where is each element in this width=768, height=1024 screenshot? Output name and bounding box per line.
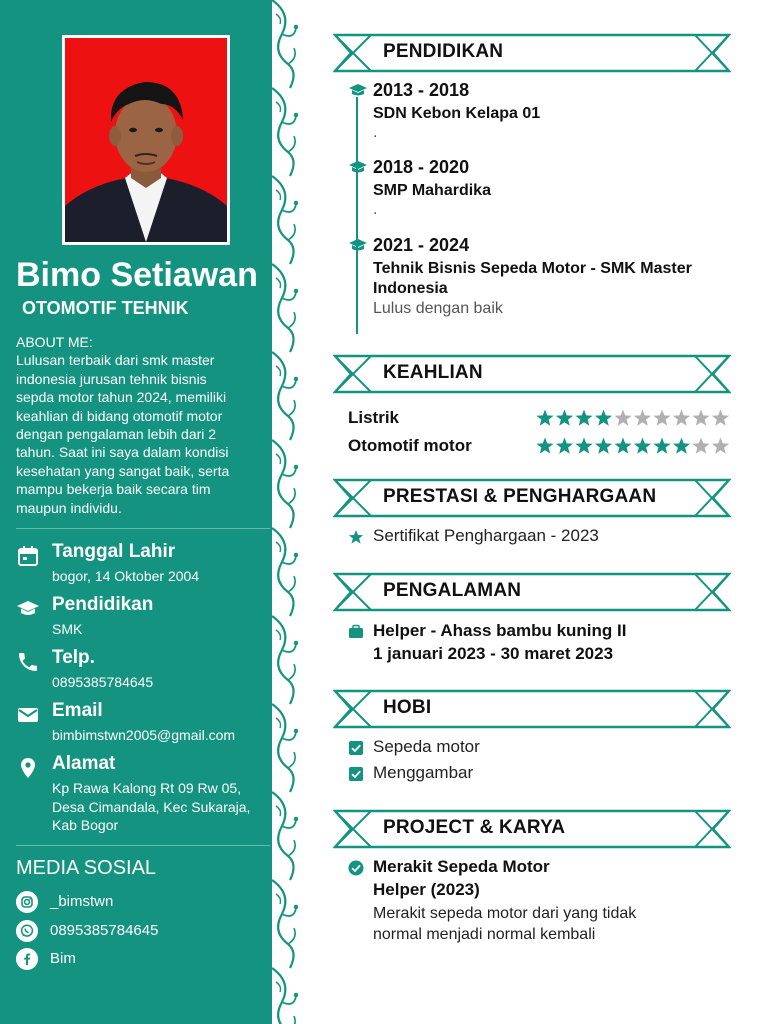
star-filled-icon bbox=[575, 438, 592, 454]
social-label: _bimstwn bbox=[50, 893, 114, 910]
education-note: . bbox=[373, 201, 378, 218]
about-title: ABOUT ME: bbox=[16, 334, 93, 350]
profile-photo-frame bbox=[62, 35, 230, 245]
star-filled-icon bbox=[614, 438, 631, 454]
star-filled-icon bbox=[556, 438, 573, 454]
phone-icon bbox=[16, 650, 40, 674]
skill-name: Listrik bbox=[348, 408, 400, 427]
star-empty-icon bbox=[634, 410, 651, 426]
star-filled-icon bbox=[556, 410, 573, 426]
check-circle-icon bbox=[348, 860, 364, 876]
skill-row bbox=[348, 436, 732, 458]
profile-role: OTOMOTIF TEHNIK bbox=[22, 298, 189, 318]
education-years: 2013 - 2018 bbox=[373, 80, 470, 100]
contact-label: Telp. bbox=[52, 647, 95, 668]
social-label: 0895385784645 bbox=[50, 922, 159, 939]
location-pin-icon bbox=[16, 756, 40, 780]
star-empty-icon bbox=[692, 410, 709, 426]
graduation-cap-icon bbox=[348, 160, 368, 176]
media-social-title: MEDIA SOSIAL bbox=[16, 857, 157, 879]
education-item bbox=[348, 157, 728, 223]
section-header-skills bbox=[333, 354, 731, 394]
section-header-awards bbox=[333, 478, 731, 518]
sidebar-divider bbox=[16, 845, 270, 846]
education-note: Lulus dengan baik bbox=[373, 300, 503, 317]
section-title: PRESTASI & PENGHARGAAN bbox=[383, 486, 657, 507]
briefcase-icon bbox=[348, 624, 364, 640]
instagram-icon bbox=[16, 891, 38, 913]
experience-title: Helper - Ahass bambu kuning II bbox=[373, 621, 627, 640]
social-whatsapp[interactable] bbox=[16, 920, 256, 942]
star-empty-icon bbox=[712, 410, 729, 426]
contact-label: Tanggal Lahir bbox=[52, 541, 176, 562]
project-description: Merakit sepeda motor dari yang tidak normal menjadi normal kembali bbox=[373, 905, 637, 943]
section-header-projects bbox=[333, 809, 731, 849]
social-instagram[interactable] bbox=[16, 891, 256, 913]
sidebar-divider bbox=[16, 528, 270, 529]
contact-label: Alamat bbox=[52, 753, 116, 774]
section-title: KEAHLIAN bbox=[383, 362, 483, 383]
star-empty-icon bbox=[653, 410, 670, 426]
calendar-icon bbox=[16, 544, 40, 568]
section-header-hobbies bbox=[333, 689, 731, 729]
experience-item bbox=[348, 621, 732, 667]
star-empty-icon bbox=[712, 438, 729, 454]
contact-value: bogor, 14 Oktober 2004 bbox=[52, 568, 200, 584]
profile-name: Bimo Setiawan bbox=[16, 256, 258, 294]
section-title: PENGALAMAN bbox=[383, 580, 522, 601]
about-section bbox=[16, 333, 272, 517]
education-years: 2018 - 2020 bbox=[373, 157, 470, 177]
mail-icon bbox=[16, 703, 40, 727]
hobby-item bbox=[348, 737, 732, 759]
hobby-text: Sepeda motor bbox=[373, 737, 480, 756]
star-filled-icon bbox=[536, 438, 553, 454]
section-title: HOBI bbox=[383, 697, 432, 718]
checkbox-icon bbox=[348, 740, 364, 756]
skill-name: Otomotif motor bbox=[348, 436, 472, 455]
hobby-text: Menggambar bbox=[373, 763, 474, 782]
sidebar bbox=[0, 0, 272, 1024]
social-facebook[interactable] bbox=[16, 948, 256, 970]
award-text: Sertifikat Penghargaan - 2023 bbox=[373, 526, 599, 545]
award-item bbox=[348, 526, 732, 548]
graduation-cap-icon bbox=[348, 83, 368, 99]
graduation-cap-icon bbox=[16, 597, 40, 621]
project-item bbox=[348, 857, 732, 947]
section-title: PROJECT & KARYA bbox=[383, 817, 566, 838]
education-note: . bbox=[373, 124, 378, 141]
experience-period: 1 januari 2023 - 30 maret 2023 bbox=[373, 644, 614, 663]
star-filled-icon bbox=[536, 410, 553, 426]
contact-value: SMK bbox=[52, 621, 83, 637]
social-label: Bim bbox=[50, 950, 76, 967]
education-school: SMP Mahardika bbox=[373, 182, 491, 199]
star-empty-icon bbox=[614, 410, 631, 426]
skill-row bbox=[348, 408, 732, 430]
hobby-item bbox=[348, 763, 732, 785]
star-filled-icon bbox=[575, 410, 592, 426]
star-filled-icon bbox=[653, 438, 670, 454]
decorative-border bbox=[268, 0, 302, 1024]
education-item bbox=[348, 80, 728, 146]
project-subtitle: Helper (2023) bbox=[373, 880, 480, 899]
project-title: Merakit Sepeda Motor bbox=[373, 857, 550, 876]
star-filled-icon bbox=[673, 438, 690, 454]
section-header-education bbox=[333, 33, 731, 73]
whatsapp-icon bbox=[16, 920, 38, 942]
education-school: SDN Kebon Kelapa 01 bbox=[373, 105, 541, 122]
star-empty-icon bbox=[692, 438, 709, 454]
checkbox-icon bbox=[348, 766, 364, 782]
star-empty-icon bbox=[673, 410, 690, 426]
facebook-icon bbox=[16, 948, 38, 970]
education-school: Tehnik Bisnis Sepeda Motor - SMK Master Indonesia bbox=[373, 260, 692, 297]
star-icon bbox=[348, 529, 364, 545]
star-filled-icon bbox=[634, 438, 651, 454]
contact-value: Kp Rawa Kalong Rt 09 Rw 05, Desa Cimandala, Kec Sukaraja, Kab Bogor bbox=[52, 780, 251, 833]
section-title: PENDIDIKAN bbox=[383, 41, 504, 62]
about-text: Lulusan terbaik dari smk master indonesia jurusan tehnik bisnis sepda motor tahun 2024, memiliki keahlian di bidang otomotif motor dengan pengalaman lebih dari 2 tahun. Saat ini saya dalam kondisi kesehatan yang sangat baik, serta mampu bekerja baik secara tim maupun individu. bbox=[16, 352, 230, 516]
skill-rating-stars bbox=[536, 436, 732, 456]
education-years: 2021 - 2024 bbox=[373, 235, 470, 255]
contact-value: bimbimstwn2005@gmail.com bbox=[52, 727, 236, 743]
section-header-experience bbox=[333, 572, 731, 612]
education-item bbox=[348, 235, 728, 325]
star-filled-icon bbox=[595, 410, 612, 426]
contact-label: Pendidikan bbox=[52, 594, 154, 615]
skill-rating-stars bbox=[536, 408, 732, 428]
contact-label: Email bbox=[52, 700, 103, 721]
graduation-cap-icon bbox=[348, 238, 368, 254]
profile-photo bbox=[65, 38, 227, 242]
contact-value: 0895385784645 bbox=[52, 674, 154, 690]
star-filled-icon bbox=[595, 438, 612, 454]
